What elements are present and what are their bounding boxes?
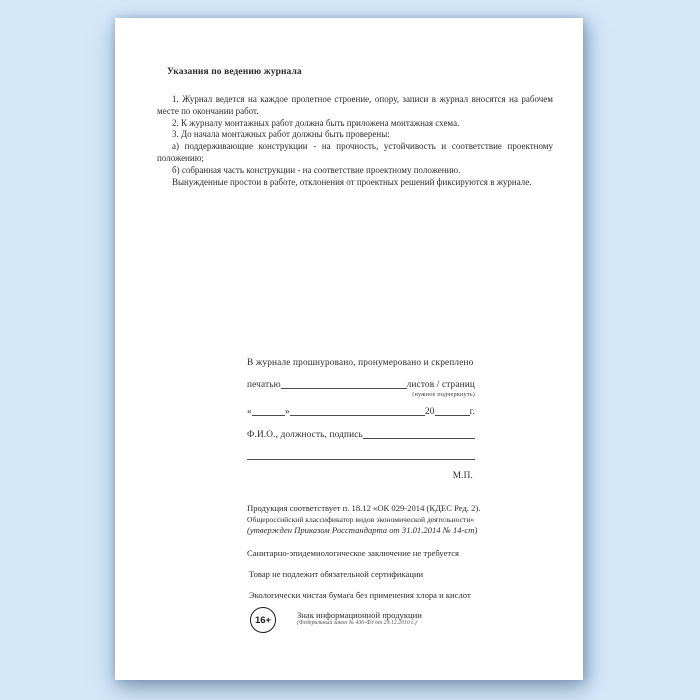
- binding-statement: В журнале прошнуровано, пронумеровано и скреплено: [247, 358, 474, 368]
- signature-label: Ф.И.О., должность, подпись: [247, 430, 363, 440]
- instruction-paragraph: 1. Журнал ведется на каждое пролетное строение, опору, записи в журнал вносятся на рабочем месте по окончании работ.: [157, 94, 553, 116]
- month-blank: [290, 407, 425, 416]
- sheets-suffix-label: листов / страниц: [406, 380, 475, 390]
- instructions-section: [157, 67, 553, 188]
- signature-continuation-blank: [247, 459, 475, 460]
- day-blank: [252, 407, 285, 416]
- signature-blank: [363, 430, 475, 439]
- year-blank: [435, 407, 470, 416]
- instruction-paragraph: б) собранная часть конструкции - на соответствие проектному положению.: [172, 164, 461, 175]
- quote-open: «: [247, 407, 252, 417]
- underline-note: (нужное подчеркнуть): [412, 391, 475, 398]
- instruction-paragraph: 2. К журналу монтажных работ должна быть приложена монтажная схема.: [172, 117, 460, 128]
- federal-law-note: (Федеральный закон № 436-ФЗ от 29.12.2010 г.): [297, 620, 417, 626]
- sheets-prefix-label: печатью: [247, 380, 281, 390]
- sheets-count-blank: [281, 380, 407, 389]
- age-16-label: 16+: [254, 614, 272, 626]
- journal-document-page: [115, 18, 583, 680]
- sheets-count-row: [247, 380, 475, 390]
- information-product-sign-label: Знак информационной продукции: [297, 610, 422, 620]
- product-classifier-line: Общероссийский классификатор видов экономической деятельности»: [247, 515, 475, 524]
- instruction-paragraph: Вынужденные простои в работе, отклонения от проектных решений фиксируются в журнале.: [172, 176, 532, 187]
- certification-statement: Товар не подлежит обязательной сертификации: [249, 569, 424, 579]
- age-16-rating-icon: [250, 607, 276, 633]
- instruction-paragraph: а) поддерживающие конструкции - на прочность, устойчивость и соответствие проектному положению;: [157, 141, 553, 163]
- stamp-place-label: М.П.: [452, 471, 473, 481]
- age-rating-row: [250, 607, 422, 633]
- instructions-heading: Указания по ведению журнала: [167, 67, 302, 77]
- product-info-section: [247, 503, 491, 600]
- sanitary-statement: Санитарно-эпидемиологическое заключение не требуется: [247, 548, 460, 558]
- instruction-paragraph: 3. До начала монтажных работ должны быть проверены:: [172, 129, 390, 140]
- product-standard-line: Продукция соответствует п. 18.12 «ОК 029-2014 (КДЕС Ред. 2).: [247, 503, 481, 513]
- signature-row: [247, 430, 475, 440]
- eco-statement: Экологически чистая бумага без применения хлора и кислот: [249, 590, 471, 600]
- quote-close: »: [284, 407, 290, 417]
- date-row: [247, 407, 475, 417]
- year-suffix-label: г.: [469, 407, 475, 417]
- binding-certification-section: [247, 358, 475, 481]
- age-badge-caption: [297, 607, 422, 627]
- year-prefix-label: 20: [425, 407, 435, 417]
- product-decree-line: (утвержден Приказом Росстандарта от 31.01.2014 № 14-ст): [247, 525, 478, 535]
